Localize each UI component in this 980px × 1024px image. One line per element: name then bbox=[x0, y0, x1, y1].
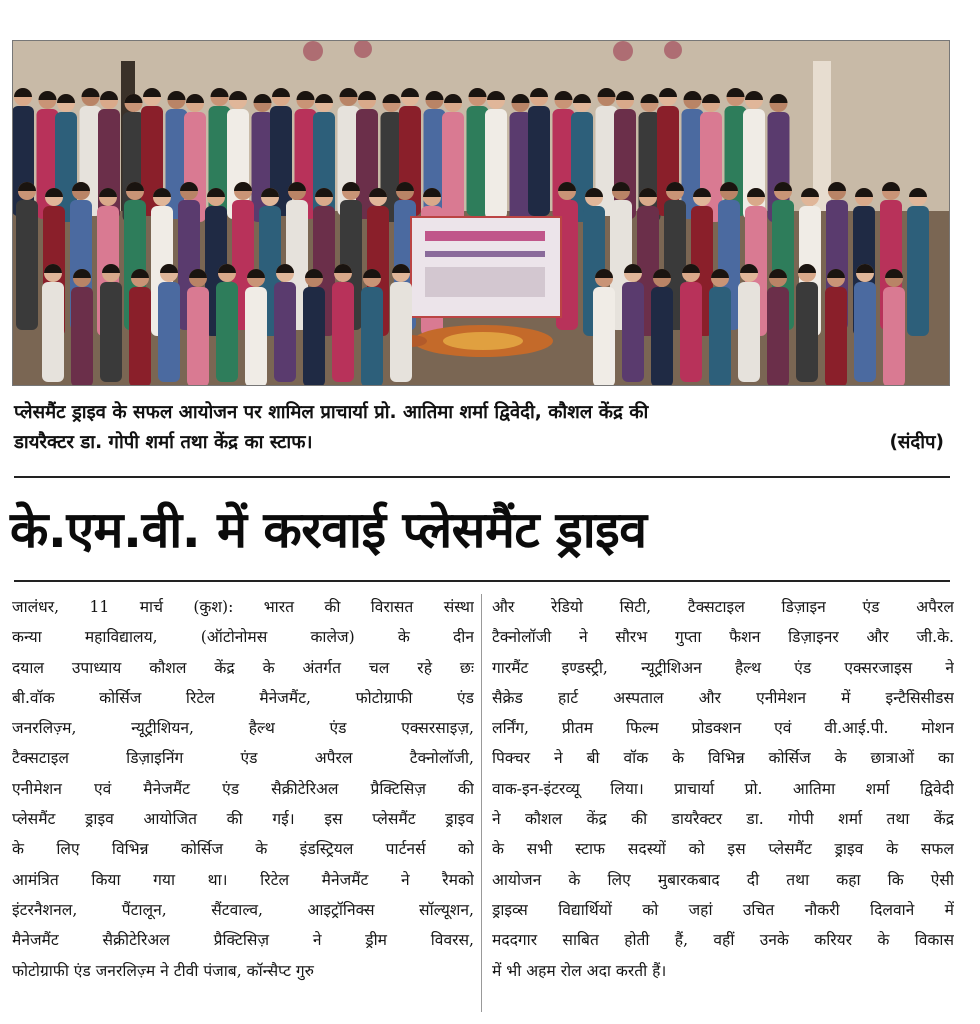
article-line: जनरलिज़्म, न्यूट्रीशियन, हैल्थ एंड एक्सरसाइज़, bbox=[12, 719, 474, 738]
article-line: बी.वॉक कोर्सिज रिटेल मैनेजमैंट, फोटोग्राफी एंड bbox=[12, 688, 474, 707]
article-line: दयाल उपाध्याय कौशल केंद्र के अंतर्गत चल रहे छः bbox=[12, 658, 474, 677]
caption-divider bbox=[14, 476, 950, 478]
article-line: में भी अहम रोल अदा करती हैं। bbox=[492, 961, 667, 980]
article-line: एनीमेशन एवं मैनेजमैंट एंड सैक्रीटेरिअल प्रैक्टिसिज़ की bbox=[12, 779, 474, 798]
article-column-left bbox=[12, 592, 474, 986]
article-line: वाक-इन-इंटरव्यू लिया। प्राचार्या प्रो. आतिमा शर्मा द्विवेदी bbox=[492, 779, 954, 798]
article-line: टैक्नोलॉजी ने सौरभ गुप्ता फैशन डिज़ाइनर और जी.के. bbox=[492, 628, 954, 647]
photo-credit: (संदीप) bbox=[889, 432, 944, 453]
article-column-right bbox=[492, 592, 954, 986]
article-line: मैनेजमैंट सैक्रीटेरिअल प्रैक्टिसिज़ ने ड्रीम विवरस, bbox=[12, 931, 474, 950]
article-line: ड्राइव्स विद्यार्थियों को जहां उचित नौकरी दिलवाने में bbox=[492, 900, 954, 919]
article-line: टैक्सटाइल डिज़ाइनिंग एंड अपैरल टैक्नोलॉजी, bbox=[12, 749, 474, 768]
article-line: इंटरनैशनल, पैंटालून, सैंटवाल्व, आइट्रॉनिक्स सॉल्यूशन, bbox=[12, 900, 474, 919]
article-line: और रेडियो सिटी, टैक्सटाइल डिज़ाइन एंड अपैरल bbox=[492, 598, 954, 616]
photo-caption bbox=[14, 398, 944, 458]
article-line: जालंधर, 11 मार्च (कुश): भारत की विरासत संस्था bbox=[12, 598, 474, 616]
headline: के.एम.वी. में करवाई प्लेसमैंट ड्राइव bbox=[10, 501, 647, 559]
article-line: गारमैंट इण्डस्ट्री, न्यूट्रीशिअन हैल्थ एंड एक्सरजाइस ने bbox=[492, 658, 954, 677]
article-line: के लिए विभिन्न कोर्सिज के इंडस्ट्रियल पार्टनर्स को bbox=[12, 840, 474, 859]
news-photo bbox=[12, 40, 950, 386]
article-line: लर्निंग, प्रीतम फिल्म प्रोडक्शन एवं वी.आई.पी. मोशन bbox=[492, 719, 954, 738]
article-line: पिक्चर ने बी वॉक के विभिन्न कोर्सिज के छात्राओं का bbox=[492, 749, 954, 768]
headline-divider bbox=[14, 580, 950, 582]
article-line: मददगार साबित होती हैं, वहीं उनके करियर के विकास bbox=[492, 931, 954, 950]
article-line: आयोजन के लिए मुबारकबाद दी तथा कहा कि ऐसी bbox=[492, 870, 954, 889]
article-line: फोटोग्राफी एंड जनरलिज़्म ने टीवी पंजाब, कॉन्सैप्ट गुरु bbox=[12, 961, 314, 980]
caption-line-2: डायरैक्टर डा. गोपी शर्मा तथा केंद्र का स्टाफ। bbox=[14, 432, 313, 453]
article-line: आमंत्रित किया गया था। रिटेल मैनेजमैंट ने रैमको bbox=[12, 870, 474, 889]
article-line: सैक्रेड हार्ट अस्पताल और एनीमेशन में इन्टैसिसीडस bbox=[492, 688, 954, 707]
article-line: ने कौशल केंद्र की डायरैक्टर डा. गोपी शर्मा तथा केंद्र bbox=[492, 810, 954, 829]
article-line: के सभी स्टाफ सदस्यों को इस प्लेसमैंट ड्राइव के सफल bbox=[492, 840, 954, 859]
article-line: प्लेसमैंट ड्राइव आयोजित की गई। इस प्लेसमैंट ड्राइव bbox=[12, 810, 474, 829]
group-photo bbox=[13, 41, 950, 386]
article-line: कन्या महाविद्यालय, (ऑटोनोमस कालेज) के दीन bbox=[12, 628, 474, 647]
caption-line-1: प्लेसमैंट ड्राइव के सफल आयोजन पर शामिल प्राचार्या प्रो. आतिमा शर्मा द्विवेदी, कौशल केंद्र की bbox=[14, 402, 649, 423]
column-divider bbox=[481, 594, 482, 1012]
